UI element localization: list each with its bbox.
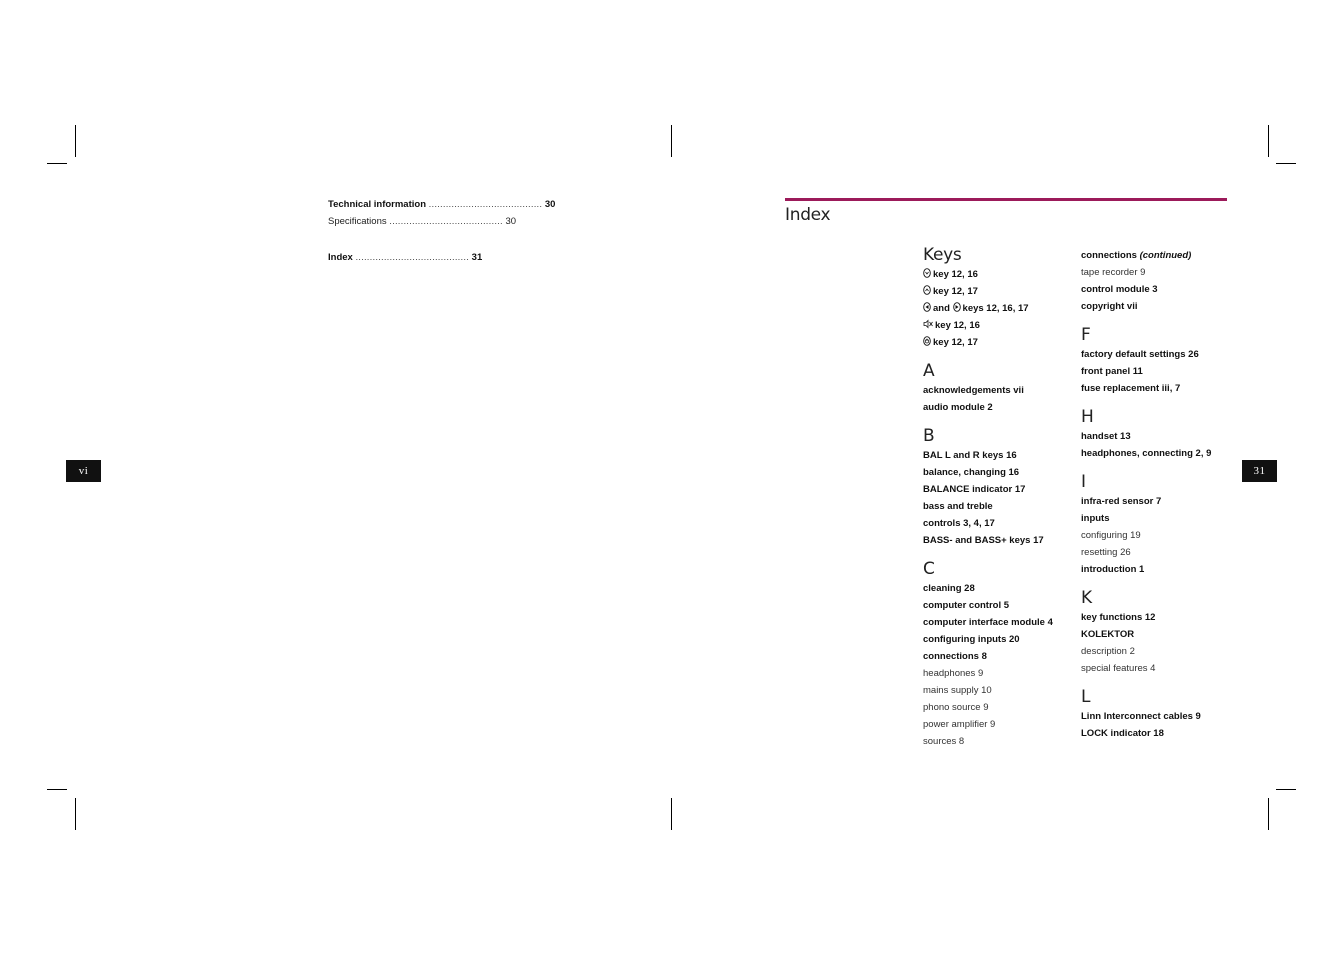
index-column-2 bbox=[1081, 244, 1231, 742]
index-entry[interactable] bbox=[923, 334, 1073, 351]
index-entry[interactable] bbox=[923, 266, 1073, 283]
index-entry[interactable]: Linn Interconnect cables 9 bbox=[1081, 711, 1201, 722]
index-entry[interactable] bbox=[923, 317, 1073, 334]
index-subentry[interactable]: headphones 9 bbox=[923, 668, 984, 679]
crop-mark bbox=[75, 125, 76, 157]
index-entry-text: key 12, 17 bbox=[933, 286, 978, 297]
toc-leader: ........................................ bbox=[389, 216, 503, 227]
section-header-f: F bbox=[1081, 325, 1091, 345]
index-entry[interactable]: bass and treble bbox=[923, 501, 993, 512]
index-entry[interactable]: cleaning 28 bbox=[923, 583, 975, 594]
left-arrow-icon bbox=[923, 302, 931, 312]
index-entry[interactable]: headphones, connecting 2, 9 bbox=[1081, 448, 1212, 459]
index-entry-mid: and bbox=[933, 303, 950, 314]
index-entry[interactable]: computer control 5 bbox=[923, 600, 1010, 611]
page-title: Index bbox=[785, 205, 831, 225]
toc-leader: ........................................ bbox=[355, 252, 470, 263]
index-entry-text: key 12, 16 bbox=[933, 269, 978, 280]
index-entry[interactable]: key functions 12 bbox=[1081, 612, 1156, 623]
index-entry-text: key 12, 17 bbox=[933, 337, 978, 348]
page-number-tab: vi bbox=[66, 460, 101, 482]
index-entry[interactable]: introduction 1 bbox=[1081, 564, 1145, 575]
crop-mark bbox=[1268, 798, 1269, 830]
index-subentry[interactable]: special features 4 bbox=[1081, 663, 1156, 674]
index-entry[interactable]: factory default settings 26 bbox=[1081, 349, 1199, 360]
index-subentry[interactable]: sources 8 bbox=[923, 736, 965, 747]
index-subentry[interactable]: resetting 26 bbox=[1081, 547, 1131, 558]
index-entry[interactable]: front panel 11 bbox=[1081, 366, 1143, 377]
section-header-b: B bbox=[923, 426, 935, 446]
index-entry[interactable]: control module 3 bbox=[1081, 284, 1158, 295]
standby-icon bbox=[923, 336, 931, 346]
index-entry[interactable]: BALANCE indicator 17 bbox=[923, 484, 1026, 495]
index-entry-text: keys 12, 16, 17 bbox=[962, 303, 1029, 314]
mute-icon bbox=[923, 319, 933, 329]
toc-label: Specifications bbox=[328, 216, 387, 227]
index-entry[interactable]: computer interface module 4 bbox=[923, 617, 1053, 628]
crop-mark bbox=[1268, 125, 1269, 157]
index-subentry[interactable]: description 2 bbox=[1081, 646, 1135, 657]
crop-mark bbox=[1276, 789, 1296, 790]
crop-mark bbox=[47, 789, 67, 790]
index-subentry[interactable]: phono source 9 bbox=[923, 702, 989, 713]
crop-mark bbox=[47, 163, 67, 164]
index-entry[interactable]: balance, changing 16 bbox=[923, 467, 1020, 478]
toc-label: Technical information bbox=[328, 199, 427, 210]
index-entry[interactable]: audio module 2 bbox=[923, 402, 993, 413]
section-header-i: I bbox=[1081, 472, 1086, 492]
toc-page: 30 bbox=[544, 199, 556, 210]
index-subentry[interactable]: tape recorder 9 bbox=[1081, 267, 1146, 278]
section-header-l: L bbox=[1081, 687, 1091, 707]
index-entry[interactable]: LOCK indicator 18 bbox=[1081, 728, 1164, 739]
index-entry[interactable]: connections 8 bbox=[923, 651, 987, 662]
index-entry[interactable]: infra-red sensor 7 bbox=[1081, 496, 1162, 507]
volume-up-icon bbox=[923, 285, 931, 295]
index-entry[interactable] bbox=[1081, 247, 1231, 264]
crop-mark bbox=[671, 798, 672, 830]
index-entry[interactable]: configuring inputs 20 bbox=[923, 634, 1020, 645]
toc-entry[interactable] bbox=[328, 199, 555, 210]
index-entry[interactable]: acknowledgements vii bbox=[923, 385, 1024, 396]
index-entry[interactable]: KOLEKTOR bbox=[1081, 629, 1135, 640]
page-number-tab: 31 bbox=[1242, 460, 1277, 482]
index-entry[interactable]: fuse replacement iii, 7 bbox=[1081, 383, 1181, 394]
title-rule bbox=[785, 198, 1227, 201]
section-header-keys: Keys bbox=[923, 245, 962, 265]
continued-note: (continued) bbox=[1139, 250, 1192, 261]
index-entry[interactable]: copyright vii bbox=[1081, 301, 1138, 312]
index-entry[interactable]: BAL L and R keys 16 bbox=[923, 450, 1017, 461]
right-arrow-icon bbox=[953, 302, 961, 312]
toc-page: 30 bbox=[505, 216, 517, 227]
crop-mark bbox=[1276, 163, 1296, 164]
index-entry[interactable] bbox=[923, 300, 1073, 317]
index-subentry[interactable]: power amplifier 9 bbox=[923, 719, 996, 730]
index-entry-text: key 12, 16 bbox=[935, 320, 980, 331]
toc-page: 31 bbox=[471, 252, 483, 263]
toc-label: Index bbox=[328, 252, 353, 263]
crop-mark bbox=[75, 798, 76, 830]
index-entry[interactable] bbox=[923, 283, 1073, 300]
index-entry[interactable]: controls 3, 4, 17 bbox=[923, 518, 995, 529]
index-subentry[interactable]: mains supply 10 bbox=[923, 685, 992, 696]
index-entry[interactable]: BASS- and BASS+ keys 17 bbox=[923, 535, 1044, 546]
index-column-1 bbox=[923, 244, 1073, 750]
index-entry-text: connections bbox=[1081, 250, 1137, 261]
crop-mark bbox=[671, 125, 672, 157]
volume-down-icon bbox=[923, 268, 931, 278]
section-header-h: H bbox=[1081, 407, 1094, 427]
section-header-c: C bbox=[923, 559, 935, 579]
index-entry[interactable]: handset 13 bbox=[1081, 431, 1131, 442]
index-entry[interactable]: inputs bbox=[1081, 513, 1110, 524]
toc-entry[interactable] bbox=[328, 252, 482, 263]
toc-entry[interactable] bbox=[328, 216, 516, 227]
section-header-k: K bbox=[1081, 588, 1092, 608]
index-subentry[interactable]: configuring 19 bbox=[1081, 530, 1141, 541]
section-header-a: A bbox=[923, 361, 935, 381]
toc-leader: ........................................ bbox=[428, 199, 543, 210]
